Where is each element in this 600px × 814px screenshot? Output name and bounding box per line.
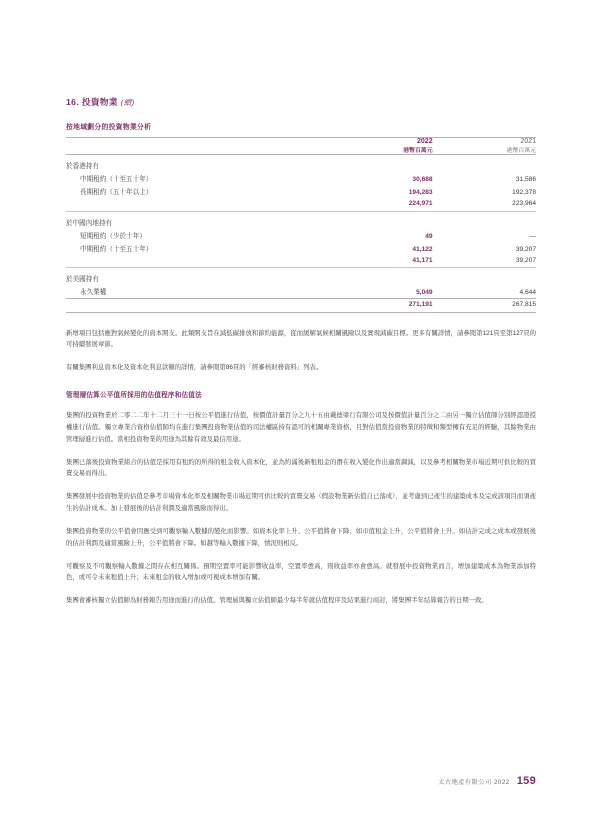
row-value-2021 (433, 155, 536, 172)
table-unit-row (66, 145, 536, 155)
note-continued-marker: (續) (120, 98, 135, 107)
section-heading: 管理層估算公平值所採用的估值程序和估值法 (66, 392, 202, 400)
table-row (66, 211, 536, 228)
row-label: 於香港持有 (66, 163, 99, 170)
row-label: 中期租約（十至五十年） (80, 245, 153, 253)
unit-2022: 港幣百萬元 (329, 145, 432, 155)
row-value-2021 (433, 211, 536, 228)
table-header-row (66, 138, 536, 146)
paragraph: 集團已落後投資物業組合的估值是採用有租約的所得的租金收入資本化，並為約滿後新租租金的潛在收入變化作出適當調減，以及參考相關物業市場近期可供比較的買賣交易而得出。 (66, 458, 536, 478)
row-value-2021: 39,207 (515, 245, 536, 253)
row-label: 於美國持有 (66, 268, 329, 285)
row-value-2022: 30,688 (412, 176, 433, 183)
row-value-2022: 271,191 (329, 298, 432, 312)
paragraph: 可觀察及不可觀察輸入數據之間存在相互關係。預期空置率可能影響收益率，空置率愈高，則收益率亦會愈高。就發展中投資物業而言，增加建築成本為物業添加特色，或可令未來租值上升；未來租金的收入增加或可視成本增加有關。 (66, 562, 536, 582)
paragraph: 新增項目包括應對氣候變化的資本開支。此類開支旨在減低碳排放和節約能源，從而緩解氣候相關風險以及實現減碳目標。更多有關詳情，請參閱第121頁至第127頁的可持續發展章節。 (66, 329, 536, 349)
row-value-2021: 223,964 (512, 200, 536, 207)
paragraph: 有關集團利息資本化及資本化利息款額的詳情，請參閱第86頁的「經審核財務資料」列表。 (66, 364, 323, 372)
row-label: 於中國內地持有 (66, 211, 329, 228)
unit-2021: 港幣百萬元 (433, 145, 536, 155)
table-subheading: 按地域劃分的投資物業分析 (66, 124, 152, 131)
table-row (66, 285, 536, 299)
paragraph: 集團會審核獨立估值師為財務報告用途而進行的估值。管理層與獨立估值師最少每半年就估值程序及結果進行商討，將集團半年結算報告的日期一致。 (66, 597, 488, 605)
row-label: 永久業權 (80, 289, 107, 296)
document-name: 太古地產有限公司 2022 (438, 779, 510, 786)
table-row-total (66, 254, 536, 268)
row-label (66, 254, 329, 268)
page-content (66, 96, 536, 614)
row-label: 中期租約（十至五十年） (80, 176, 153, 183)
row-label (66, 198, 329, 212)
row-value-2022: 194,283 (408, 189, 433, 196)
row-value-2021: 192,378 (512, 189, 536, 196)
page-footer (438, 775, 536, 787)
row-value-2022: 41,171 (412, 256, 433, 264)
row-label: 長期租約（五十年以上） (80, 189, 153, 196)
row-value-2022: 41,122 (412, 245, 433, 253)
row-value-2021 (433, 268, 536, 285)
row-label: 短期租約（少於十年） (80, 232, 146, 240)
table-row (66, 241, 536, 254)
page-number: 159 (516, 775, 536, 787)
table-row (66, 155, 536, 172)
row-value-2021: 267,815 (433, 298, 536, 312)
note-heading-text: 16. 投資物業 (66, 97, 118, 107)
table-row (66, 185, 536, 198)
row-value-2021: — (529, 232, 536, 240)
row-value-2022: 5,049 (416, 289, 433, 296)
table-row (66, 228, 536, 241)
unit-blank (66, 145, 329, 155)
row-value-2021: 39,207 (515, 256, 536, 264)
row-value-2022 (329, 268, 432, 285)
note-heading (66, 96, 536, 108)
row-value-2022 (329, 155, 432, 172)
paragraph: 集團的投資物業於二零二二年十二月三十一日按公平值進行估值，按價值計量百分之九十五由戴德梁行有限公司及按價值計量百分之二由另一獨立估值師分別經認證授權進行估值。獨立專業合資格估值師均在進行集團投資物業估值的司法權區持有認可的相關專業資格，且對估值當投資物業的特徵和類型擁有充足的經驗，其餘物業由管理層進行估值。當相投資物業的用途為其餘有效及最信用途。 (66, 412, 536, 443)
paragraph: 集團發展中投資物業的估值是參考市場資本化率及相關物業市場近期可供比較的買賣交易（假設物業新估值自已落成），並考慮到已產生的建築成本及完成該項目而須產生的估計成本。加上發展後的估計利潤及適當風險而得出。 (66, 493, 536, 513)
header-year-2022: 2022 (329, 138, 432, 146)
row-label (66, 298, 329, 312)
row-value-2021: 31,586 (515, 176, 536, 183)
header-year-2021: 2021 (433, 138, 536, 146)
header-blank (66, 138, 329, 146)
table-row (66, 172, 536, 185)
table-row-total (66, 198, 536, 212)
row-value-2022 (329, 211, 432, 228)
paragraph: 集團投資物業的公平值會因應受到可觀察輸入數據的變化而影響。如資本化率上升、公平值將會下降；如市值租金上升，公平值將會上升。如估計完成之成本或發展後的估計利潤及適當風險上升，公平值將會下降。如越等輸入數據下降，情況則相反。 (66, 527, 536, 547)
investment-properties-table (66, 137, 536, 313)
row-value-2021: 4,644 (519, 289, 536, 296)
table-row-grand-total (66, 298, 536, 312)
row-value-2022: 49 (425, 232, 433, 240)
row-value-2022: 224,971 (408, 200, 433, 207)
table-row (66, 268, 536, 285)
